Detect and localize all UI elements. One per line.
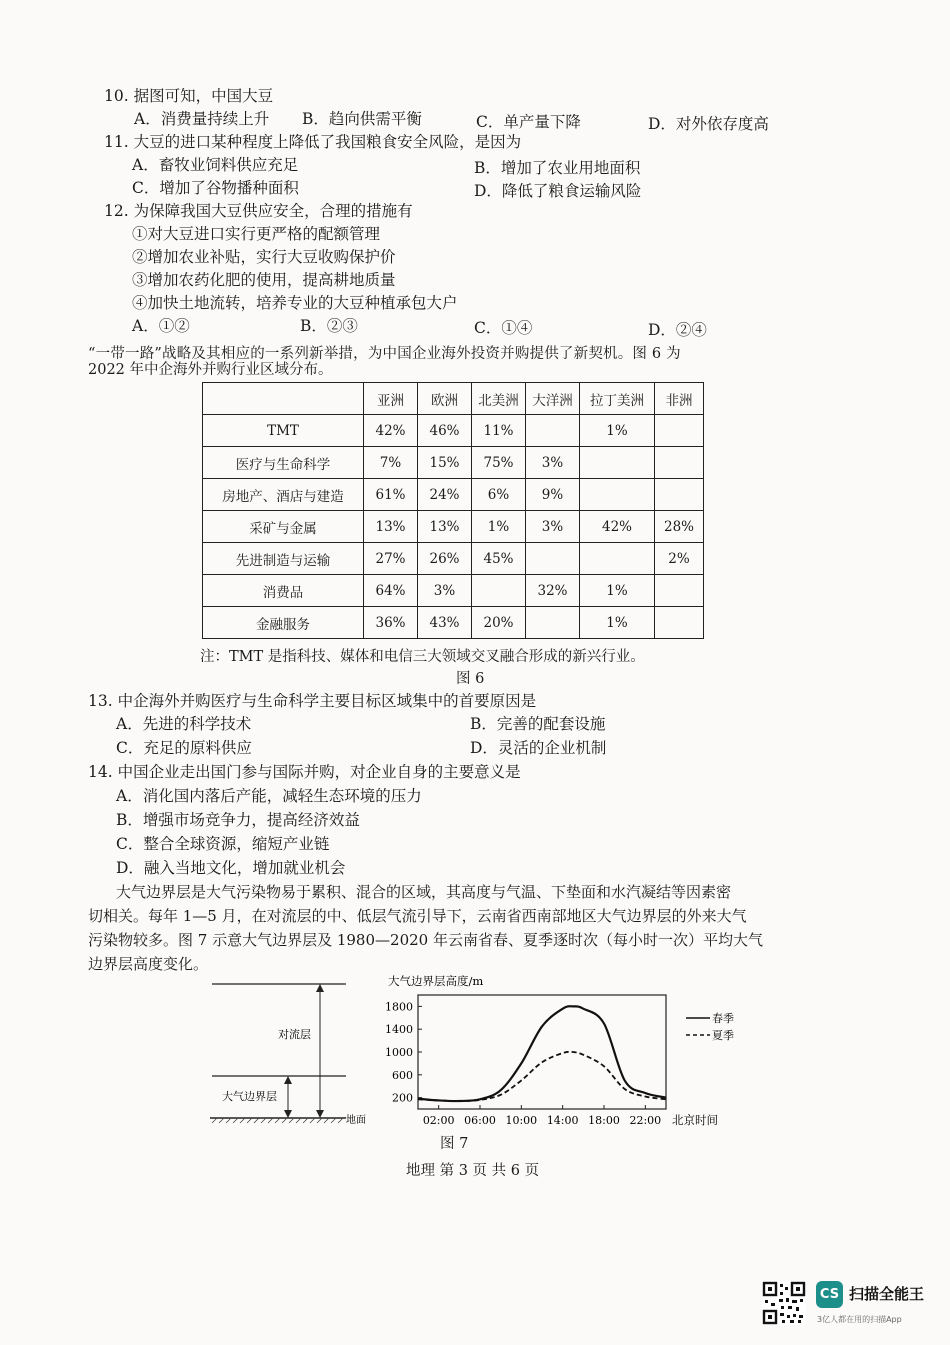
chart-x-axis-label: 北京时间 — [672, 1113, 718, 1127]
table-cell: 42% — [364, 415, 418, 447]
y-tick-label: 1400 — [385, 1023, 413, 1037]
q11-option-d: D．降低了粮食运输风险 — [474, 182, 642, 200]
table-cell: 13% — [364, 511, 418, 543]
q12-option-a: A．①② — [132, 317, 190, 335]
q11-option-c: C．增加了谷物播种面积 — [132, 179, 299, 197]
arrow-head — [284, 1110, 292, 1118]
table-cell — [655, 415, 704, 447]
q13-stem: 13. 中企海外并购医疗与生命科学主要目标区域集中的首要原因是 — [88, 692, 537, 710]
series-line-spring — [418, 1006, 666, 1101]
table-cell: 1% — [580, 575, 655, 607]
chart-plot-frame — [418, 995, 666, 1109]
arrow-head — [284, 1076, 292, 1084]
table-cell: 1% — [580, 415, 655, 447]
q12-option-c: C．①④ — [474, 319, 533, 337]
q10-option-b: B．趋向供需平衡 — [302, 110, 422, 128]
boundary-layer-diagram — [210, 984, 366, 1126]
table-header-cell: 欧洲 — [418, 383, 472, 415]
table-cell: 45% — [472, 543, 526, 575]
arrow-head — [316, 984, 324, 992]
table-cell — [472, 575, 526, 607]
table-cell: 27% — [364, 543, 418, 575]
ground-label: 地面 — [346, 1115, 366, 1126]
table-cell — [526, 415, 580, 447]
table-header-cell — [203, 383, 364, 415]
table-cell: 先进制造与运输 — [203, 543, 364, 575]
table-cell — [580, 447, 655, 479]
intro7-line3: 污染物较多。图 7 示意大气边界层及 1980—2020 年云南省春、夏季逐时次（每小时一次）平均大气 — [88, 931, 763, 949]
table-cell — [655, 575, 704, 607]
x-tick-label: 02:00 — [422, 1114, 455, 1127]
q12-stem: 12. 为保障我国大豆供应安全，合理的措施有 — [104, 202, 413, 220]
table-cell: 46% — [418, 415, 472, 447]
troposphere-label: 对流层 — [278, 1028, 311, 1041]
intro7-line1: 大气边界层是大气污染物易于累积、混合的区域，其高度与气温、下垫面和水汽凝结等因素密 — [116, 883, 732, 901]
table-row — [203, 575, 704, 607]
table-row — [203, 511, 704, 543]
x-tick-label: 22:00 — [629, 1114, 662, 1127]
table-row — [203, 415, 704, 447]
table-cell: 3% — [418, 575, 472, 607]
q10-option-c: C．单产量下降 — [476, 113, 581, 131]
q13-option-d: D．灵活的企业机制 — [470, 739, 607, 757]
q10-option-a: A．消费量持续上升 — [134, 110, 270, 128]
intro7-line2: 切相关。每年 1—5 月，在对流层的中、低层气流引导下，云南省西南部地区大气边界层的外来大气 — [88, 907, 747, 925]
table-cell: 26% — [418, 543, 472, 575]
figure6-caption: 图 6 — [456, 671, 485, 687]
q13-option-a: A．先进的科学技术 — [116, 715, 252, 733]
table-cell — [526, 607, 580, 639]
table-cell: 2% — [655, 543, 704, 575]
table-cell: 43% — [418, 607, 472, 639]
table-header-cell: 亚洲 — [364, 383, 418, 415]
x-tick-label: 18:00 — [588, 1114, 620, 1127]
table-header-cell: 拉丁美洲 — [580, 383, 655, 415]
camscanner-logo: CS — [816, 1281, 843, 1308]
table-cell — [580, 543, 655, 575]
table-cell: 28% — [655, 511, 704, 543]
boundary-height-chart — [385, 974, 734, 1127]
intro7-line4: 边界层高度变化。 — [88, 955, 209, 973]
figure6-table — [202, 382, 704, 639]
qr-code-icon — [762, 1281, 806, 1325]
table-cell: 1% — [580, 607, 655, 639]
table-cell: 金融服务 — [203, 607, 364, 639]
intro6-line2: 2022 年中企海外并购行业区域分布。 — [88, 362, 333, 378]
y-tick-label: 600 — [392, 1068, 413, 1082]
figure7 — [200, 968, 740, 1133]
table-cell: 32% — [526, 575, 580, 607]
table-cell: 3% — [526, 447, 580, 479]
chart-y-axis-label: 大气边界层高度/m — [388, 974, 484, 988]
table-cell: 房地产、酒店与建造 — [203, 479, 364, 511]
brand-name: 扫描全能王 — [849, 1285, 925, 1303]
intro6-line1: “一带一路”战略及其相应的一系列新举措，为中国企业海外投资并购提供了新契机。图 6 为 — [88, 346, 681, 362]
boundary-layer-label: 大气边界层 — [222, 1090, 277, 1103]
table-cell — [580, 479, 655, 511]
table-cell — [526, 543, 580, 575]
table-header-cell: 非洲 — [655, 383, 704, 415]
table-cell: 61% — [364, 479, 418, 511]
q14-option-b: B．增强市场竞争力，提高经济效益 — [116, 811, 360, 829]
page-footer: 地理 第 3 页 共 6 页 — [406, 1163, 540, 1179]
y-tick-label: 1000 — [385, 1046, 413, 1059]
table-cell: 3% — [526, 511, 580, 543]
table-cell: 9% — [526, 479, 580, 511]
table6-note: 注：TMT 是指科技、媒体和电信三大领域交叉融合形成的新兴行业。 — [200, 649, 645, 665]
q14-option-c: C．整合全球资源，缩短产业链 — [116, 835, 330, 853]
q10-option-d: D．对外依存度高 — [648, 115, 769, 133]
q14-stem: 14. 中国企业走出国门参与国际并购，对企业自身的主要意义是 — [88, 763, 521, 781]
q12-statement-2: ②增加农业补贴，实行大豆收购保护价 — [132, 248, 396, 266]
table-cell: 75% — [472, 447, 526, 479]
y-tick-label: 1800 — [385, 1000, 413, 1014]
legend-spring-label: 春季 — [712, 1012, 734, 1025]
y-tick-label: 200 — [392, 1091, 413, 1105]
table-cell — [655, 479, 704, 511]
table-cell: 1% — [472, 511, 526, 543]
q11-stem: 11. 大豆的进口某种程度上降低了我国粮食安全风险，是因为 — [104, 133, 522, 151]
q12-statement-4: ④加快土地流转，培养专业的大豆种植承包大户 — [132, 294, 458, 312]
table-cell: TMT — [203, 415, 364, 447]
table-cell: 采矿与金属 — [203, 511, 364, 543]
q13-option-b: B．完善的配套设施 — [470, 715, 606, 733]
table-cell: 11% — [472, 415, 526, 447]
q14-option-a: A．消化国内落后产能，减轻生态环境的压力 — [116, 787, 422, 805]
table-row — [203, 479, 704, 511]
table-cell: 24% — [418, 479, 472, 511]
series-line-summer — [418, 1052, 666, 1101]
table-row — [203, 447, 704, 479]
arrow-head — [316, 1110, 324, 1118]
table-row — [203, 607, 704, 639]
table-cell: 消费品 — [203, 575, 364, 607]
table-header-cell: 大洋洲 — [526, 383, 580, 415]
x-tick-label: 06:00 — [464, 1114, 496, 1127]
table-cell: 7% — [364, 447, 418, 479]
table-cell: 42% — [580, 511, 655, 543]
q11-option-b: B．增加了农业用地面积 — [474, 159, 641, 177]
table-cell — [655, 447, 704, 479]
figure7-caption: 图 7 — [440, 1136, 469, 1152]
table-row — [203, 543, 704, 575]
q13-option-c: C．充足的原料供应 — [116, 739, 252, 757]
legend-summer-label: 夏季 — [712, 1029, 734, 1042]
table-cell: 医疗与生命科学 — [203, 447, 364, 479]
table-cell: 20% — [472, 607, 526, 639]
table-cell: 36% — [364, 607, 418, 639]
table-cell: 64% — [364, 575, 418, 607]
q12-statement-3: ③增加农药化肥的使用，提高耕地质量 — [132, 271, 396, 289]
table-cell: 6% — [472, 479, 526, 511]
x-tick-label: 10:00 — [505, 1114, 538, 1127]
q11-option-a: A．畜牧业饲料供应充足 — [132, 156, 299, 174]
table-header-row — [203, 383, 704, 415]
table-cell — [655, 607, 704, 639]
table-cell: 13% — [418, 511, 472, 543]
q10-stem: 10. 据图可知，中国大豆 — [104, 87, 274, 105]
q12-option-b: B．②③ — [300, 317, 358, 335]
q14-option-d: D．融入当地文化，增加就业机会 — [116, 859, 346, 877]
x-tick-label: 14:00 — [546, 1114, 579, 1127]
table-cell: 15% — [418, 447, 472, 479]
q12-option-d: D．②④ — [648, 321, 707, 339]
q12-statement-1: ①对大豆进口实行更严格的配额管理 — [132, 225, 381, 243]
brand-tagline: 3亿人都在用的扫描App — [817, 1315, 902, 1324]
table-header-cell: 北美洲 — [472, 383, 526, 415]
